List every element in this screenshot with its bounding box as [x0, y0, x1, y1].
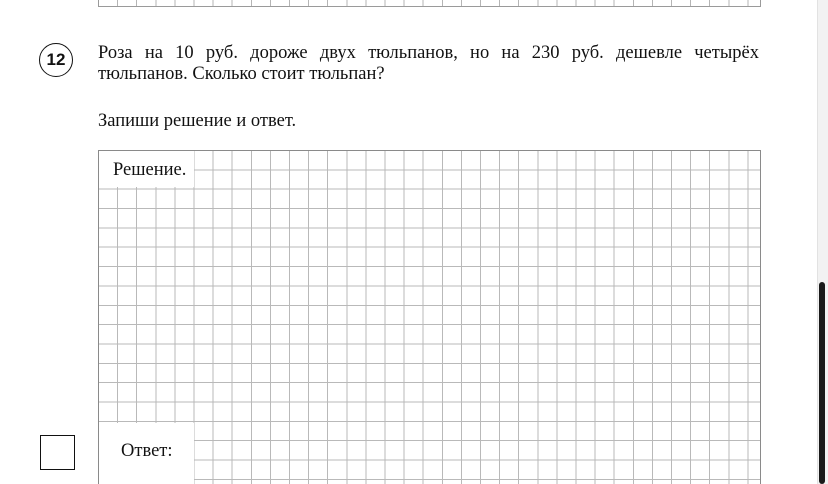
answer-label: Ответ:	[99, 423, 194, 484]
scrollbar-thumb[interactable]	[819, 282, 825, 484]
task-number-badge	[39, 43, 73, 77]
task-instruction: Запиши решение и ответ.	[98, 111, 297, 131]
task-text: Роза на 10 руб. дороже двух тюльпанов, но на 230 руб. дешевле четырёх тюльпанов. Сколько стоит тюльпан?	[98, 43, 759, 84]
score-box[interactable]	[40, 435, 75, 470]
solution-label: Решение.	[99, 151, 194, 187]
previous-task-grid	[98, 0, 761, 7]
task-number: 12	[46, 50, 66, 69]
solution-grid[interactable]	[98, 150, 761, 484]
